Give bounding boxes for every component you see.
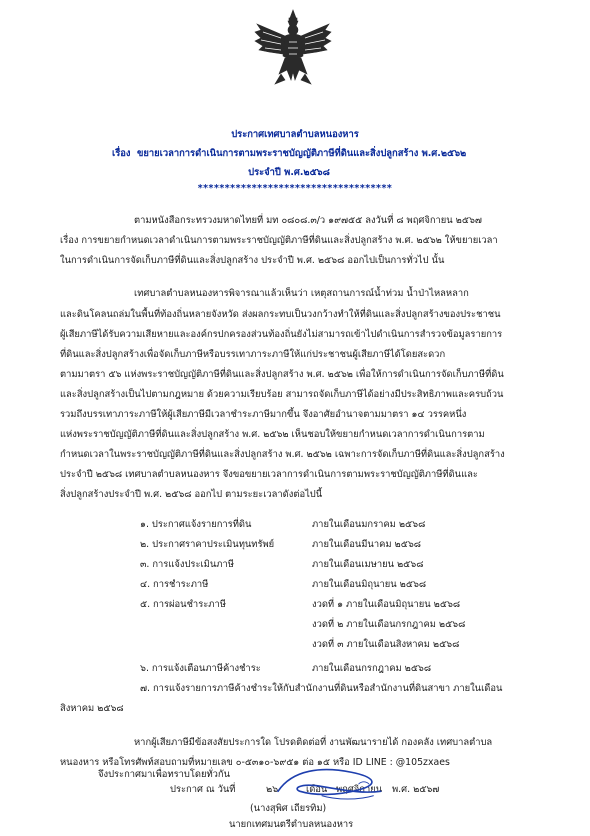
schedule-item-period: งวดที่ ๓ ภายในเดือนสิงหาคม ๒๕๖๘ — [312, 639, 460, 650]
contact-line-1: หากผู้เสียภาษีมีข้อสงสัยประการใด โปรดติดต่อที่ งานพัฒนารายได้ กองคลัง เทศบาลตำบล — [134, 737, 493, 748]
announce-month-label: เดือน — [306, 784, 328, 795]
schedule-item-period: ภายในเดือนเมษายน ๒๕๖๘ — [312, 559, 424, 570]
body-line-2: และดินโคลนถล่มในพื้นที่ท้องถิ่นหลายจังหวัด ส่งผลกระทบเป็นวงกว้างทำให้ที่ดินและสิ่งปลูกสร้างของประชาชน — [60, 309, 501, 320]
announced-at-label: ประกาศ ณ วันที่ — [170, 784, 236, 795]
signer-position: นายกเทศมนตรีตำบลหนองหาร — [229, 819, 354, 830]
schedule-item-period: ภายในเดือนมกราคม ๒๕๖๘ — [312, 519, 426, 530]
body-line-4: ที่ดินและสิ่งปลูกสร้างเพื่อจัดเก็บภาษีหรือบรรเทาภาระภาษีให้แก่ประชาชนผู้เสียภาษีได้โดยสะดวก — [60, 349, 446, 360]
body-line-5: ตามมาตรา ๕๖ แห่งพระราชบัญญัติภาษีที่ดินและสิ่งปลูกสร้าง พ.ศ. ๒๕๖๒ เพื่อให้การดำเนินการจัดเก็บภาษีที่ดิน — [60, 369, 504, 380]
body-line-11: สิ่งปลูกสร้างประจำปี พ.ศ. ๒๕๖๘ ออกไป ตามระยะเวลาดังต่อไปนี้ — [60, 489, 323, 500]
intro-line-1: ตามหนังสือกระทรวงมหาดไทยที่ มท ๐๘๐๘.๓/ว ๑๙๗๕๕ ลงวันที่ ๘ พฤศจิกายน ๒๕๖๗ — [134, 215, 482, 226]
subject-line — [112, 145, 466, 162]
schedule-item-label: ๖. การแจ้งเตือนภาษีค้างชำระ — [140, 663, 261, 674]
garuda-emblem-icon — [251, 8, 335, 92]
body-line-3: ผู้เสียภาษีได้รับความเสียหายและองค์กรปกครองส่วนท้องถิ่นยังไม่สามารถเข้าไปดำเนินการสำรวจข้อมูลรายการ — [60, 329, 503, 340]
intro-line-2: เรื่อง การขยายกำหนดเวลาดำเนินการตามพระราชบัญญัติภาษีที่ดินและสิ่งปลูกสร้าง พ.ศ. ๒๕๖๒ ให้ขยายเวลา — [60, 235, 498, 246]
schedule-item-period: งวดที่ ๑ ภายในเดือนมิถุนายน ๒๕๖๘ — [312, 599, 461, 610]
schedule-item-label: ๕. การผ่อนชำระภาษี — [140, 599, 226, 610]
schedule-item-label: ๒. ประกาศราคาประเมินทุนทรัพย์ — [140, 539, 275, 550]
announce-month: พฤศจิกายน — [336, 784, 383, 795]
announce-year: พ.ศ. ๒๕๖๗ — [392, 784, 440, 795]
body-line-6: และสิ่งปลูกสร้างเป็นไปตามกฎหมาย ด้วยความเรียบร้อย สามารถจัดเก็บภาษีได้อย่างมีประสิทธิภาพและครบถ้วน — [60, 389, 504, 400]
schedule-item-label: ๑. ประกาศแจ้งรายการที่ดิน — [140, 519, 252, 530]
fiscal-year: ประจำปี พ.ศ.๒๕๖๘ — [248, 167, 330, 178]
subject-label: เรื่อง — [112, 148, 131, 159]
schedule-item-period: ภายในเดือนกรกฎาคม ๒๕๖๘ — [312, 663, 432, 674]
announce-day: ๒๖ — [266, 784, 279, 795]
subject-text: ขยายเวลาการดำเนินการตามพระราชบัญญัติภาษีที่ดินและสิ่งปลูกสร้าง พ.ศ.๒๕๖๒ — [136, 148, 467, 159]
contact-line-2: หนองหาร หรือโทรศัพท์สอบถามที่หมายเลข ๐-๕๓๑๐-๖๙๕๑ ต่อ ๑๕ หรือ ID LINE : @105zxaes — [60, 757, 450, 768]
closing-text: จึงประกาศมาเพื่อทราบโดยทั่วกัน — [98, 769, 231, 780]
item-7-line-2: สิงหาคม ๒๕๖๘ — [60, 703, 124, 714]
schedule-item-label: ๓. การแจ้งประเมินภาษี — [140, 559, 234, 570]
body-line-9: กำหนดเวลาในพระราชบัญญัติภาษีที่ดินและสิ่งปลูกสร้าง พ.ศ. ๒๕๖๒ เฉพาะการจัดเก็บภาษีที่ดินและสิ่งปลูกสร้าง — [60, 449, 505, 460]
signer-name: (นางสุพิศ เถียรทิม) — [250, 803, 327, 814]
schedule-item-period: ภายในเดือนมิถุนายน ๒๕๖๘ — [312, 579, 427, 590]
item-7-line-1: ๗. การแจ้งรายการภาษีค้างชำระให้กับสำนักงานที่ดินหรือสำนักงานที่ดินสาขา ภายในเดือน — [140, 683, 503, 694]
schedule-item-period: ภายในเดือนมีนาคม ๒๕๖๘ — [312, 539, 421, 550]
body-line-8: แห่งพระราชบัญญัติภาษีที่ดินและสิ่งปลูกสร้าง พ.ศ. ๒๕๖๒ เห็นชอบให้ขยายกำหนดเวลาการดำเนินการตาม — [60, 429, 485, 440]
body-line-1: เทศบาลตำบลหนองหารพิจารณาแล้วเห็นว่า เหตุสถานการณ์น้ำท่วม น้ำป่าไหลหลาก — [134, 288, 469, 299]
body-line-7: รวมถึงบรรเทาภาระภาษีให้ผู้เสียภาษีมีเวลาชำระภาษีมากขึ้น จึงอาศัยอำนาจตามมาตรา ๑๔ วรรคหนึ่ง — [60, 409, 467, 420]
body-line-10: ประจำปี ๒๕๖๘ เทศบาลตำบลหนองหาร จึงขอขยายเวลาการดำเนินการตามพระราชบัญญัติภาษีที่ดินและ — [60, 469, 478, 480]
schedule-item-period: งวดที่ ๒ ภายในเดือนกรกฎาคม ๒๕๖๘ — [312, 619, 466, 630]
announcement-title: ประกาศเทศบาลตำบลหนองหาร — [231, 129, 359, 140]
schedule-item-label: ๔. การชำระภาษี — [140, 579, 209, 590]
intro-line-3: ในการดำเนินการจัดเก็บภาษีที่ดินและสิ่งปลูกสร้าง ประจำปี พ.ศ. ๒๕๖๘ ออกไปเป็นการทั่วไป นั้น — [60, 255, 445, 266]
header-divider: ************************************ — [197, 183, 393, 194]
